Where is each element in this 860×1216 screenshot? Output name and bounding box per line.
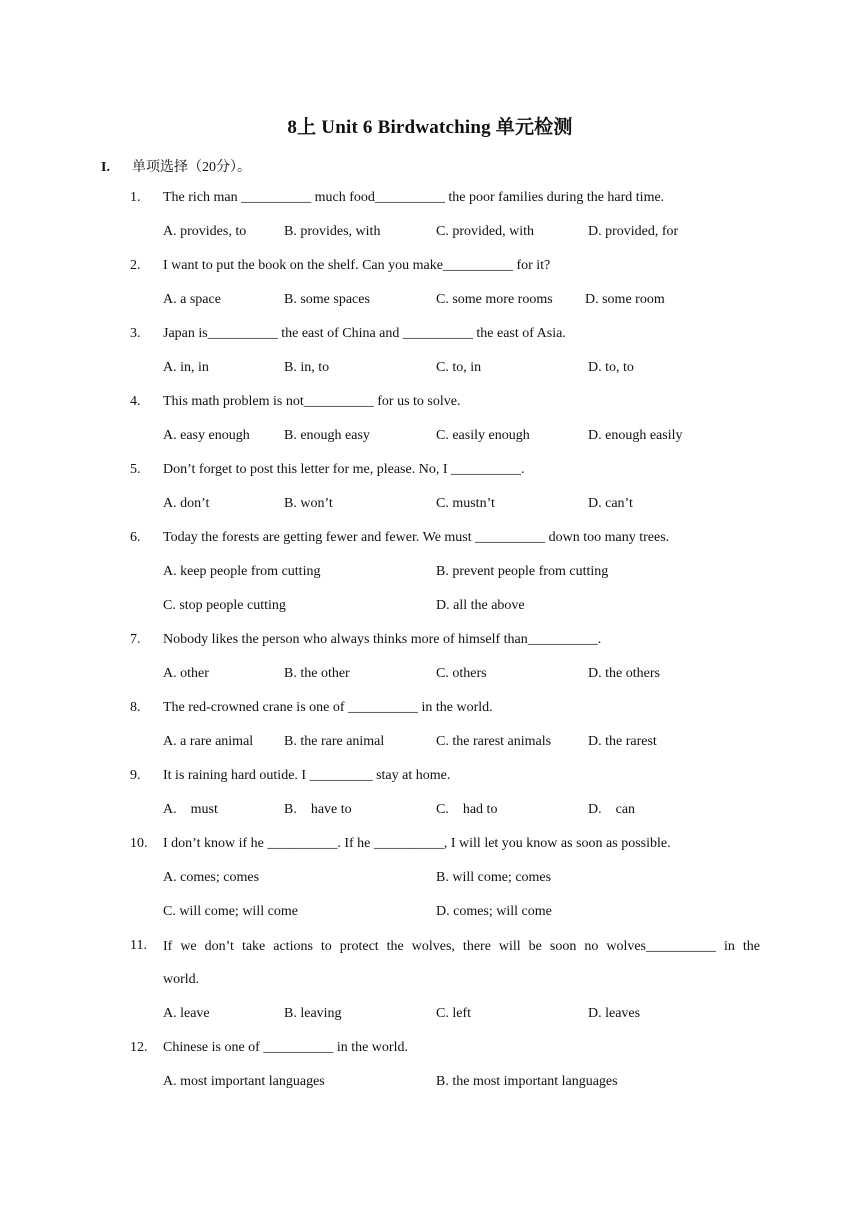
option-b: B. enough easy xyxy=(284,428,370,443)
question-text: The rich man __________ much food__________ the poor families during the hard time. xyxy=(163,190,665,205)
options-row xyxy=(0,896,860,930)
question-text-continued: world. xyxy=(163,972,200,987)
question-number: 10. xyxy=(130,836,148,851)
option-d: D. provided, for xyxy=(588,224,679,239)
option-c: C. left xyxy=(436,1006,471,1021)
option-a: A. most important languages xyxy=(163,1074,325,1089)
options-row xyxy=(0,862,860,896)
option-a: A. in, in xyxy=(163,360,209,375)
question-number: 6. xyxy=(130,530,141,545)
option-a: A. comes; comes xyxy=(163,870,260,885)
question-number: 12. xyxy=(130,1040,148,1055)
question-2 xyxy=(0,250,860,284)
question-8 xyxy=(0,692,860,726)
option-a: A. a rare animal xyxy=(163,734,254,749)
option-a: A. leave xyxy=(163,1006,210,1021)
option-a: A. must xyxy=(163,802,218,817)
option-a: A. easy enough xyxy=(163,428,250,443)
question-text: It is raining hard outide. I _________ stay at home. xyxy=(163,768,451,783)
option-c: C. easily enough xyxy=(436,428,530,443)
option-c: C. the rarest animals xyxy=(436,734,552,749)
option-b: B. prevent people from cutting xyxy=(436,564,609,579)
question-text: This math problem is not__________ for us to solve. xyxy=(163,394,461,409)
option-d: D. comes; will come xyxy=(436,904,552,919)
question-number: 7. xyxy=(130,632,141,647)
question-text: I want to put the book on the shelf. Can you make__________ for it? xyxy=(163,258,551,273)
option-d: D. leaves xyxy=(588,1006,641,1021)
option-a: A. other xyxy=(163,666,209,681)
question-number: 2. xyxy=(130,258,141,273)
options-row xyxy=(0,284,860,318)
question-7 xyxy=(0,624,860,658)
option-c: C. will come; will come xyxy=(163,904,298,919)
section-title: 单项选择（20分）。 xyxy=(132,160,251,175)
option-b: B. provides, with xyxy=(284,224,381,239)
option-d: D. can’t xyxy=(588,496,633,511)
option-c: C. others xyxy=(436,666,487,681)
question-9 xyxy=(0,760,860,794)
section-heading xyxy=(101,156,251,176)
options-row xyxy=(0,794,860,828)
question-text: The red-crowned crane is one of __________ in the world. xyxy=(163,700,493,715)
question-3 xyxy=(0,318,860,352)
question-6 xyxy=(0,522,860,556)
option-d: D. enough easily xyxy=(588,428,683,443)
option-b: B. leaving xyxy=(284,1006,342,1021)
option-d: D. some room xyxy=(585,292,665,307)
question-1 xyxy=(0,182,860,216)
section-number: I. xyxy=(101,160,110,175)
question-number: 5. xyxy=(130,462,141,477)
page-title: 8上 Unit 6 Birdwatching 单元检测 xyxy=(287,117,573,138)
option-b: B. the other xyxy=(284,666,350,681)
option-c: C. to, in xyxy=(436,360,482,375)
question-number: 9. xyxy=(130,768,141,783)
question-text: Today the forests are getting fewer and fewer. We must __________ down too many trees. xyxy=(163,530,670,545)
question-10 xyxy=(0,828,860,862)
question-text: I don’t know if he __________. If he __________, I will let you know as soon as possible. xyxy=(163,836,671,851)
options-row xyxy=(0,352,860,386)
option-b: B. have to xyxy=(284,802,352,817)
option-c: C. mustn’t xyxy=(436,496,495,511)
option-c: C. provided, with xyxy=(436,224,534,239)
question-number: 11. xyxy=(130,938,147,953)
question-text: Nobody likes the person who always thinks more of himself than__________. xyxy=(163,632,602,647)
options-row xyxy=(0,590,860,624)
options-row xyxy=(0,420,860,454)
options-row xyxy=(0,556,860,590)
option-a: A. provides, to xyxy=(163,224,247,239)
option-a: A. a space xyxy=(163,292,221,307)
question-number: 3. xyxy=(130,326,141,341)
option-b: B. the rare animal xyxy=(284,734,385,749)
question-5 xyxy=(0,454,860,488)
question-number: 1. xyxy=(130,190,141,205)
options-row xyxy=(0,1066,860,1100)
option-c: C. stop people cutting xyxy=(163,598,286,613)
question-12 xyxy=(0,1032,860,1066)
question-11 xyxy=(0,930,860,998)
option-b: B. won’t xyxy=(284,496,333,511)
option-d: D. the rarest xyxy=(588,734,657,749)
question-text: Don’t forget to post this letter for me, please. No, I __________. xyxy=(163,462,525,477)
option-c: C. had to xyxy=(436,802,498,817)
question-number: 8. xyxy=(130,700,141,715)
options-row xyxy=(0,726,860,760)
option-b: B. in, to xyxy=(284,360,330,375)
option-b: B. some spaces xyxy=(284,292,370,307)
question-number: 4. xyxy=(130,394,141,409)
option-b: B. the most important languages xyxy=(436,1074,618,1089)
question-text: If we don’t take actions to protect the wolves, there will be soon no wolves__________ in the xyxy=(163,939,760,954)
option-d: D. all the above xyxy=(436,598,525,613)
question-text: Chinese is one of __________ in the world. xyxy=(163,1040,408,1055)
option-d: D. the others xyxy=(588,666,660,681)
question-text: Japan is__________ the east of China and __________ the east of Asia. xyxy=(163,326,566,341)
options-row xyxy=(0,488,860,522)
question-4 xyxy=(0,386,860,420)
option-a: A. don’t xyxy=(163,496,210,511)
option-d: D. to, to xyxy=(588,360,634,375)
options-row xyxy=(0,998,860,1032)
options-row xyxy=(0,658,860,692)
question-list xyxy=(0,182,860,1100)
option-d: D. can xyxy=(588,802,636,817)
option-c: C. some more rooms xyxy=(436,292,553,307)
options-row xyxy=(0,216,860,250)
option-b: B. will come; comes xyxy=(436,870,552,885)
option-a: A. keep people from cutting xyxy=(163,564,321,579)
